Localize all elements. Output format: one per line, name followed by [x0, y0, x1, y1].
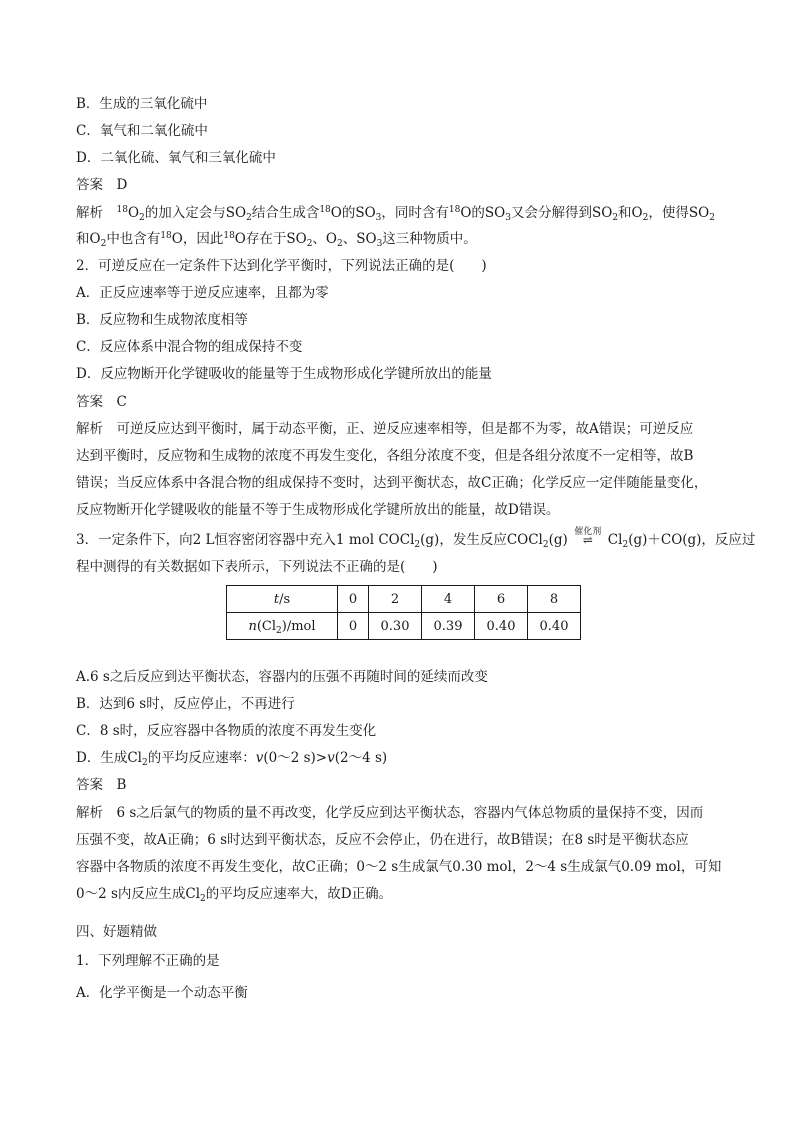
table-row: [227, 613, 581, 640]
table-header-amount: $n(Cl_2)$/mol: [227, 613, 338, 640]
question-2-explanation-2: 达到平衡时，反应物和生成物的浓度不再发生变化，各组分浓度不变，但是各组分浓度不一定相等，故B: [76, 448, 694, 464]
table-cell: 0: [338, 613, 369, 640]
data-table: [226, 585, 581, 640]
question-3-option-d: D．生成$Cl_2$的平均反应速率：v(0～2 s)>v(2～4 s): [76, 750, 388, 768]
question-2-explanation-4: 反应物断开化学键吸收的能量不等于生成物形成化学键所放出的能量，故D错误。: [76, 502, 560, 518]
question-2-explanation-3: 错误；当反应体系中各混合物的组成保持不变时，达到平衡状态，故C正确；化学反应一定伴随能量变化，: [76, 475, 708, 491]
question-2-answer: 答案 C: [76, 394, 127, 410]
question-3-stem-2: 程中测得的有关数据如下表所示，下列说法不正确的是( ): [76, 559, 438, 575]
section-4-option-a: A．化学平衡是一个动态平衡: [76, 985, 248, 1001]
table-cell: 0.39: [422, 613, 475, 640]
question-2-option-b: B．反应物和生成物浓度相等: [76, 312, 248, 328]
explanation-line-1: 解析 $^{18}O_2$的加入定会与$SO_2$结合生成含$^{18}$O的$SO_3$，同时含有$^{18}$O的$SO_3$又会分解得到$SO_2$和$O_2$，使得$SO_2$: [76, 205, 715, 223]
table-cell: 2: [369, 586, 422, 613]
option-b-line: B．生成的三氧化硫中: [76, 96, 208, 112]
table-header-time: t/s: [227, 586, 338, 613]
question-2-option-a: A．正反应速率等于逆反应速率，且都为零: [76, 285, 329, 301]
question-3-explanation-1: 解析 6 s之后氯气的物质的量不再改变，化学反应到达平衡状态，容器内气体总物质的量保持不变，因而: [76, 805, 704, 821]
section-4-heading: 四、好题精做: [76, 924, 157, 940]
question-2-explanation-1: 解析 可逆反应达到平衡时，属于动态平衡，正、逆反应速率相等，但是都不为零，故A错误；可逆反应: [76, 421, 694, 437]
question-3-explanation-2: 压强不变，故A正确；6 s时达到平衡状态，反应不会停止，仍在进行，故B错误；在8 s时是平衡状态应: [76, 832, 689, 848]
question-3-explanation-4: 0～2 s内反应生成$Cl_2$的平均反应速率大，故D正确。: [76, 886, 393, 904]
question-2-option-c: C．反应体系中混合物的组成保持不变: [76, 339, 303, 355]
question-3-option-b: B．达到6 s时，反应停止，不再进行: [76, 696, 295, 712]
question-2-stem: 2．可逆反应在一定条件下达到化学平衡时，下列说法正确的是( ): [76, 258, 487, 274]
section-4-question-1: 1．下列理解不正确的是: [76, 953, 220, 969]
option-c-line: C．氧气和二氧化硫中: [76, 123, 208, 139]
table-row: [227, 586, 581, 613]
table-cell: 0: [338, 586, 369, 613]
question-3-option-a: A.6 s之后反应到达平衡状态，容器内的压强不再随时间的延续而改变: [76, 669, 488, 685]
reversible-arrow-icon: 催化剂 ⇌: [574, 527, 602, 547]
table-cell: 0.40: [475, 613, 528, 640]
table-cell: 0.40: [528, 613, 581, 640]
question-3-explanation-3: 容器中各物质的浓度不再发生变化，故C正确；0～2 s生成氯气0.30 mol，2～4 s生成氯气0.09 mol，可知: [76, 859, 722, 875]
table-cell: 4: [422, 586, 475, 613]
answer-line: 答案 D: [76, 177, 128, 193]
table-cell: 8: [528, 586, 581, 613]
question-2-option-d: D．反应物断开化学键吸收的能量等于生成物形成化学键所放出的能量: [76, 366, 492, 382]
question-3-answer: 答案 B: [76, 777, 127, 793]
table-cell: 0.30: [369, 613, 422, 640]
explanation-line-2: 和$O_2$中也含有$^{18}$O，因此$^{18}$O存在于$SO_2$、$O_2$、$SO_3$这三种物质中。: [76, 231, 477, 249]
table-cell: 6: [475, 586, 528, 613]
question-3-option-c: C．8 s时，反应容器中各物质的浓度不再发生变化: [76, 723, 377, 739]
question-3-stem-1: 3．一定条件下，向2 L恒容密闭容器中充入1 mol COCl$_2$(g)，发生反应COCl$_2$(g) 催化剂 ⇌ $Cl_2(g)+CO(g)$，反应过: [76, 527, 756, 550]
option-d-line: D．二氧化硫、氧气和三氧化硫中: [76, 150, 276, 166]
